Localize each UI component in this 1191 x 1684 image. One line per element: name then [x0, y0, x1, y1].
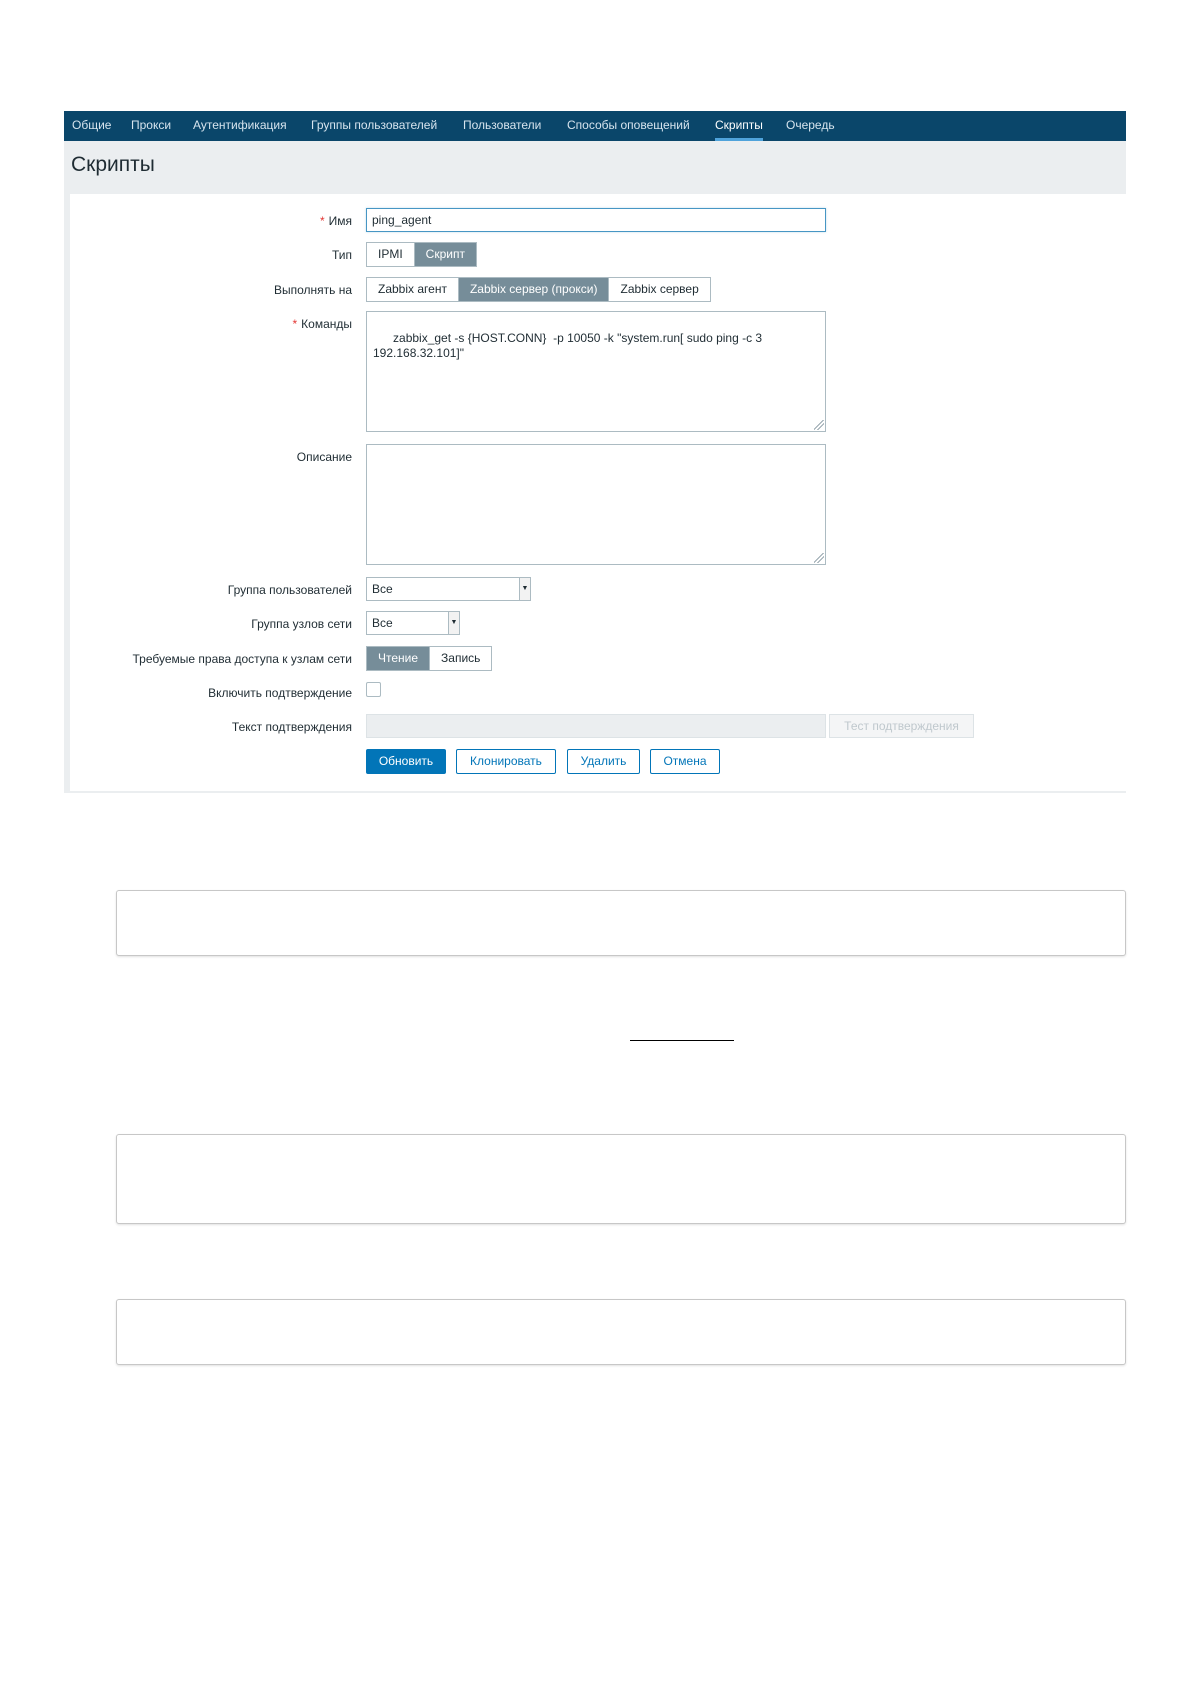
empty-panel-2 [116, 1134, 1126, 1224]
execute-on-option-agent[interactable]: Zabbix агент [367, 278, 459, 301]
nav-tab-media-types[interactable]: Способы оповещений [567, 118, 690, 132]
confirmation-text-input [366, 714, 826, 738]
page-header [64, 141, 1126, 194]
nav-tab-scripts[interactable]: Скрипты [715, 111, 763, 141]
type-segmented-control [366, 242, 477, 267]
commands-text: zabbix_get -s {HOST.CONN} -p 10050 -k "system.run[ sudo ping -c 3 192.168.32.101]" [373, 331, 763, 360]
required-mark: * [292, 317, 298, 331]
host-access-segmented-control [366, 646, 492, 671]
type-option-script[interactable]: Скрипт [415, 243, 476, 266]
top-navigation [64, 111, 1126, 141]
host-group-value: Все [372, 616, 393, 630]
divider-line [630, 1040, 734, 1041]
execute-on-label: Выполнять на [273, 283, 352, 297]
description-textarea[interactable] [366, 444, 826, 565]
commands-label [292, 317, 352, 331]
nav-tab-users[interactable]: Пользователи [463, 118, 542, 132]
type-label: Тип [331, 248, 352, 262]
host-access-option-write[interactable]: Запись [441, 651, 481, 665]
name-label [320, 214, 352, 228]
user-group-value: Все [372, 582, 393, 596]
nav-tab-general[interactable]: Общие [72, 118, 112, 132]
clone-button[interactable]: Клонировать [456, 749, 556, 774]
required-mark: * [319, 214, 325, 228]
nav-tab-proxies[interactable]: Прокси [131, 118, 172, 132]
description-label: Описание [296, 450, 352, 464]
resize-handle-icon[interactable] [814, 420, 824, 430]
host-group-select[interactable] [366, 611, 460, 635]
execute-on-option-server[interactable]: Zabbix сервер [620, 282, 699, 296]
empty-panel-3 [116, 1299, 1126, 1365]
execute-on-option-server-proxy[interactable]: Zabbix сервер (прокси) [459, 278, 610, 301]
update-button[interactable]: Обновить [366, 749, 446, 774]
name-input[interactable]: ping_agent [366, 208, 826, 232]
dropdown-arrow-icon: ▼ [448, 612, 459, 634]
script-form [70, 194, 1126, 791]
confirmation-text-label: Текст подтверждения [231, 720, 352, 734]
enable-confirmation-label: Включить подтверждение [208, 686, 352, 700]
empty-panel-1 [116, 890, 1126, 956]
commands-label-text: Команды [301, 317, 352, 331]
dropdown-arrow-icon: ▼ [519, 578, 530, 600]
user-group-select[interactable] [366, 577, 531, 601]
name-label-text: Имя [328, 214, 352, 228]
delete-button[interactable]: Удалить [567, 749, 640, 774]
host-group-label: Группа узлов сети [251, 617, 352, 631]
user-group-label: Группа пользователей [227, 583, 352, 597]
enable-confirmation-checkbox[interactable] [366, 682, 381, 697]
test-confirmation-button: Тест подтверждения [829, 714, 974, 738]
nav-tab-user-groups[interactable]: Группы пользователей [311, 118, 438, 132]
host-access-option-read[interactable]: Чтение [367, 647, 430, 670]
form-container [64, 194, 1126, 793]
nav-tab-authentication[interactable]: Аутентификация [193, 118, 287, 132]
cancel-button[interactable]: Отмена [650, 749, 720, 774]
page-title: Скрипты [71, 153, 155, 176]
execute-on-segmented-control [366, 277, 711, 302]
nav-tab-queue[interactable]: Очередь [786, 118, 835, 132]
resize-handle-icon[interactable] [814, 553, 824, 563]
type-option-ipmi[interactable]: IPMI [367, 243, 415, 266]
host-access-label: Требуемые права доступа к узлам сети [132, 652, 352, 666]
commands-textarea[interactable] [366, 311, 826, 432]
